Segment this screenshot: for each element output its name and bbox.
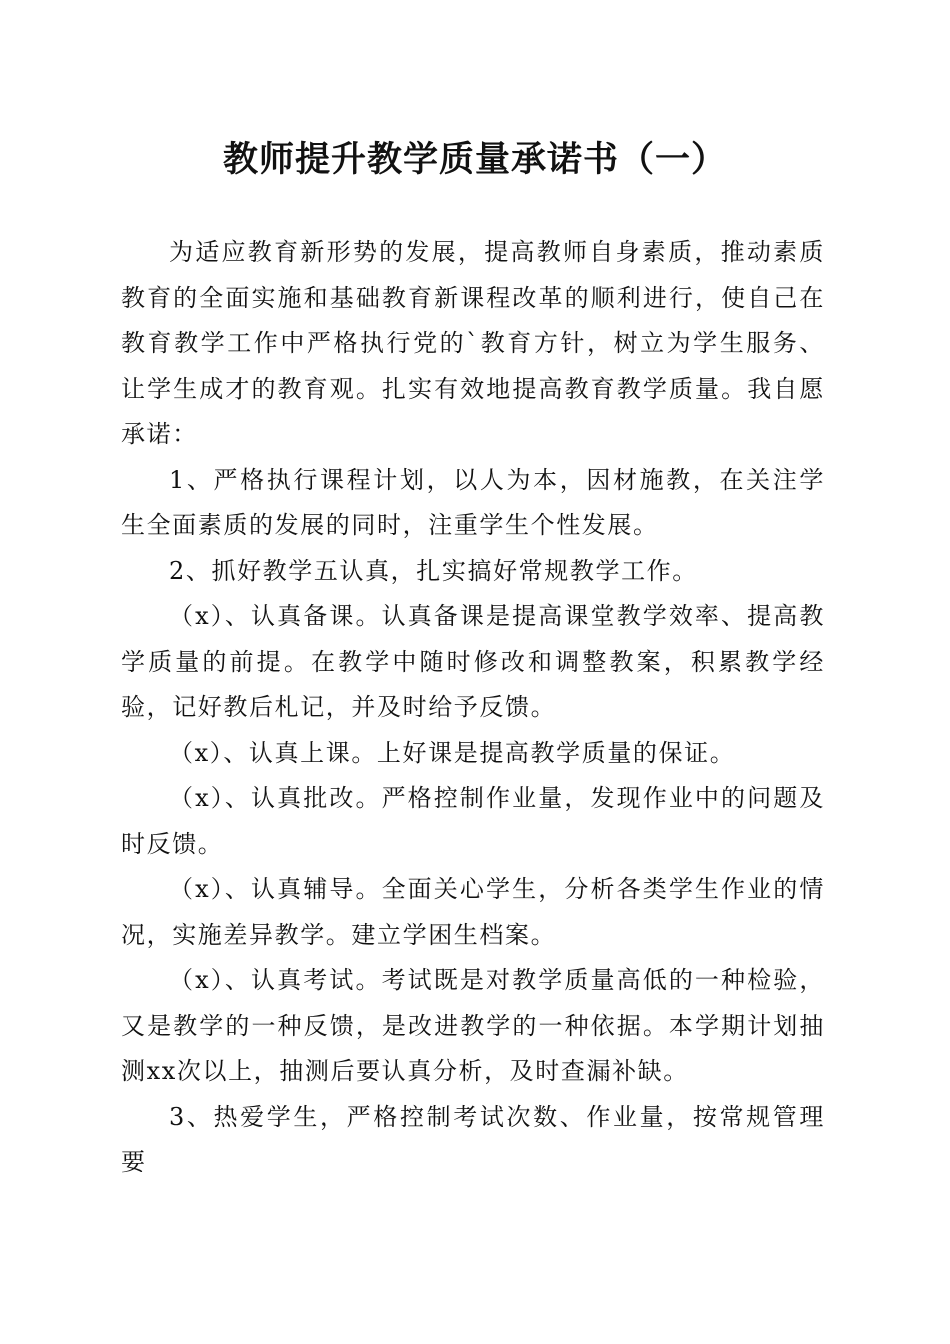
item-3-paragraph: 3、热爱学生，严格控制考试次数、作业量，按常规管理要 [121,1102,825,1176]
document-title: 教师提升教学质量承诺书（一） [222,139,727,180]
sub-item-grading: （x）、认真批改。严格控制作业量，发现作业中的问题及时反馈。 [121,784,825,858]
sub-item-exams: （x）、认真考试。考试既是对教学质量高低的一种检验，又是教学的一种反馈，是改进教学的一种依据。本学期计划抽测xx次以上，抽测后要认真分析，及时查漏补缺。 [121,966,825,1085]
sub-item-lesson-prep: （x）、认真备课。认真备课是提高课堂教学效率、提高教学质量的前提。在教学中随时修改和调整教案，积累教学经验，记好教后札记，并及时给予反馈。 [121,602,825,721]
item-2-paragraph: 2、抓好教学五认真，扎实搞好常规教学工作。 [169,556,698,585]
sub-item-tutoring: （x）、认真辅导。全面关心学生，分析各类学生作业的情况，实施差异教学。建立学困生档案。 [121,875,825,949]
item-1-paragraph: 1、严格执行课程计划，以人为本，因材施教，在关注学生全面素质的发展的同时，注重学生个性发展。 [121,465,825,539]
document-body [121,230,825,1186]
intro-paragraph: 为适应教育新形势的发展，提高教师自身素质，推动素质教育的全面实施和基础教育新课程改革的顺利进行，使自己在教育教学工作中严格执行党的`教育方针，树立为学生服务、让学生成才的教育观。扎实有效地提高教育教学质量。我自愿承诺： [121,238,825,448]
sub-item-teaching: （x）、认真上课。上好课是提高教学质量的保证。 [169,738,736,767]
